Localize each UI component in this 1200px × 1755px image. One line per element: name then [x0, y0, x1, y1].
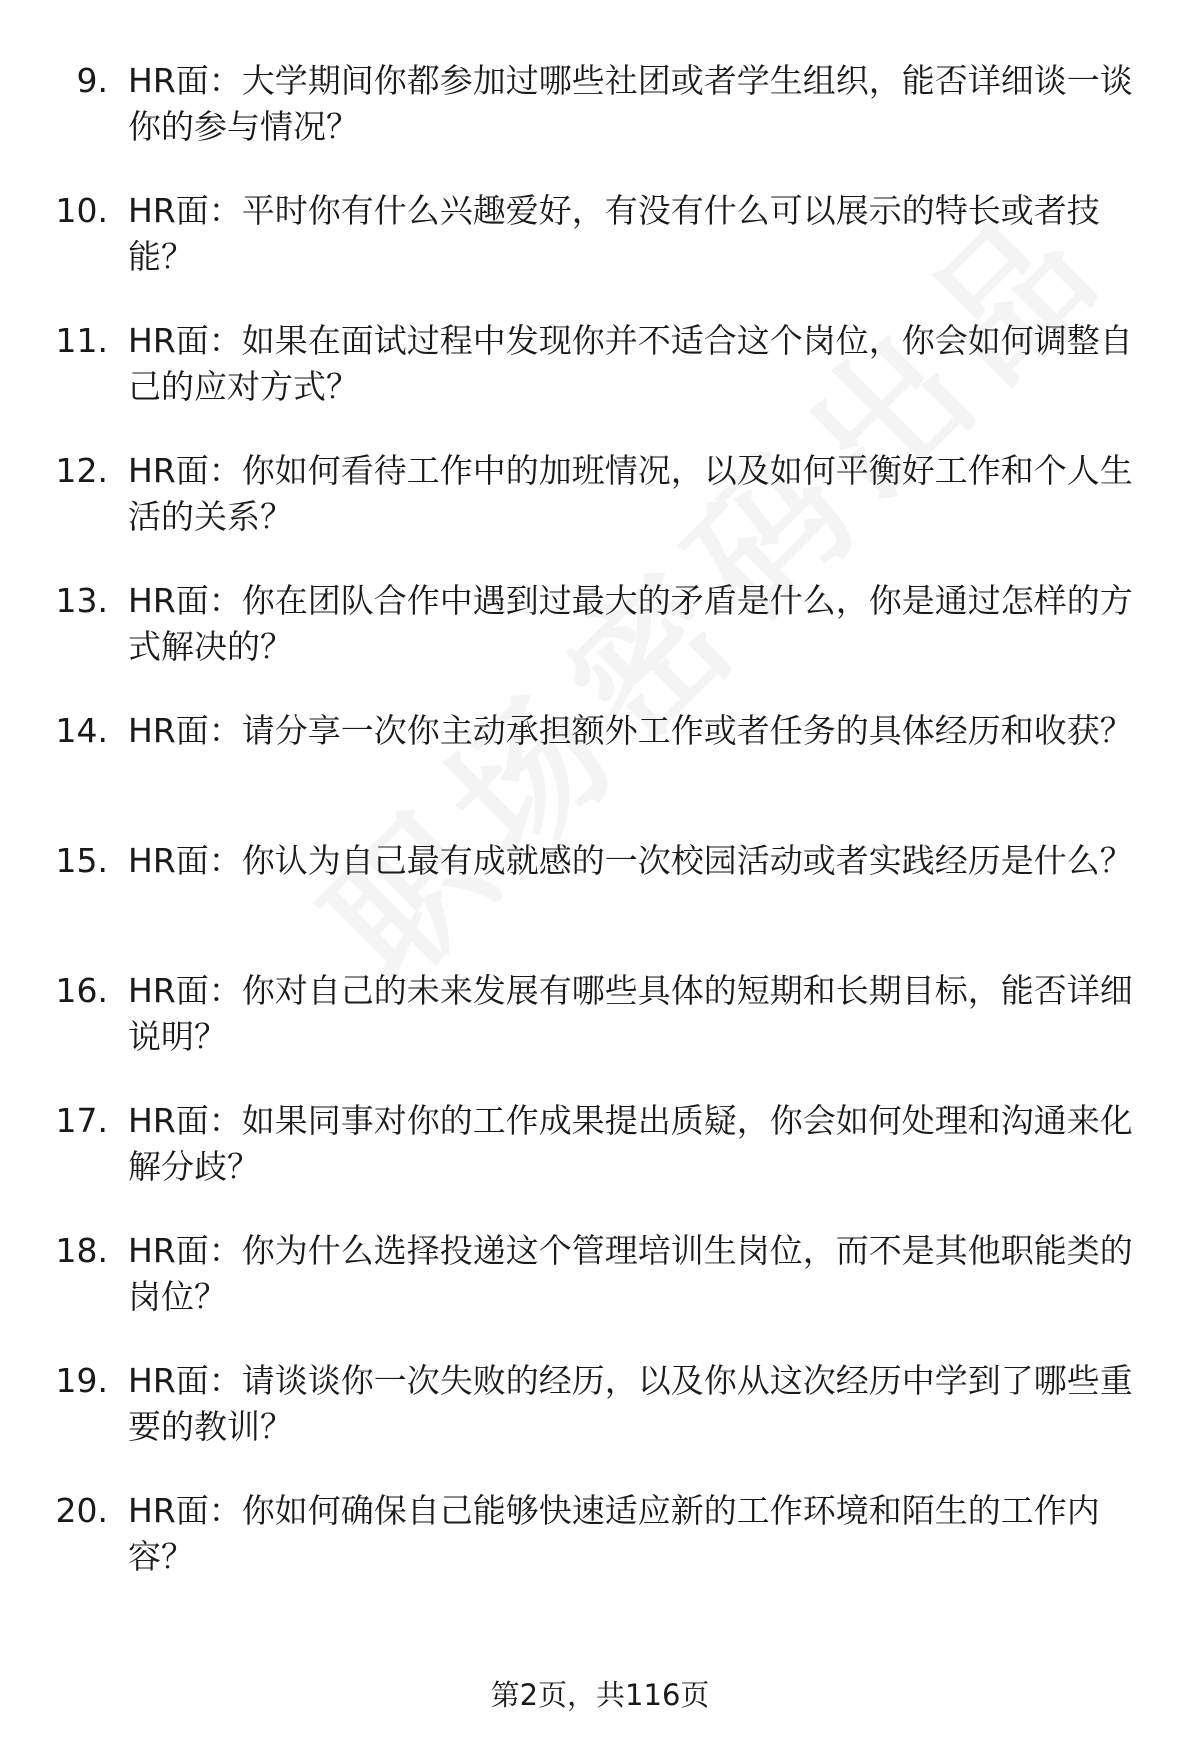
question-item	[0, 708, 1200, 838]
question-number: 15.	[55, 841, 108, 880]
question-text: HR面：请分享一次你主动承担额外工作或者任务的具体经历和收获？	[128, 711, 1133, 750]
question-item	[0, 58, 1200, 188]
question-item	[0, 1098, 1200, 1228]
question-number: 14.	[55, 711, 108, 750]
question-item	[0, 318, 1200, 448]
question-item	[0, 188, 1200, 318]
question-item	[0, 1488, 1200, 1618]
question-number: 10.	[55, 191, 108, 230]
question-item	[0, 1228, 1200, 1358]
question-number: 13.	[55, 581, 108, 620]
question-text: HR面：大学期间你都参加过哪些社团或者学生组织，能否详细谈一谈你的参与情况？	[128, 61, 1133, 146]
question-number: 18.	[55, 1231, 108, 1270]
question-text: HR面：你如何确保自己能够快速适应新的工作环境和陌生的工作内容？	[128, 1491, 1100, 1576]
question-item	[0, 448, 1200, 578]
question-text: HR面：你认为自己最有成就感的一次校园活动或者实践经历是什么？	[128, 841, 1133, 880]
question-text: HR面：如果在面试过程中发现你并不适合这个岗位，你会如何调整自己的应对方式？	[128, 321, 1133, 406]
question-number: 16.	[55, 971, 108, 1010]
question-text: HR面：你如何看待工作中的加班情况，以及如何平衡好工作和个人生活的关系？	[128, 451, 1133, 536]
question-text: HR面：如果同事对你的工作成果提出质疑，你会如何处理和沟通来化解分歧？	[128, 1101, 1133, 1186]
question-number: 20.	[55, 1491, 108, 1530]
question-text: HR面：请谈谈你一次失败的经历，以及你从这次经历中学到了哪些重要的教训？	[128, 1361, 1133, 1446]
question-number: 17.	[55, 1101, 108, 1140]
question-number: 9.	[76, 61, 108, 100]
question-item	[0, 1358, 1200, 1488]
question-text: HR面：你为什么选择投递这个管理培训生岗位，而不是其他职能类的岗位？	[128, 1231, 1133, 1316]
question-number: 19.	[55, 1361, 108, 1400]
question-number: 11.	[55, 321, 108, 360]
question-item	[0, 968, 1200, 1098]
question-text: HR面：你对自己的未来发展有哪些具体的短期和长期目标，能否详细说明？	[128, 971, 1133, 1056]
page-footer: 第2页，共116页	[490, 1678, 710, 1712]
question-text: HR面：你在团队合作中遇到过最大的矛盾是什么，你是通过怎样的方式解决的？	[128, 581, 1133, 666]
question-list	[0, 58, 1200, 1618]
question-item	[0, 838, 1200, 968]
question-item	[0, 578, 1200, 708]
question-number: 12.	[55, 451, 108, 490]
question-text: HR面：平时你有什么兴趣爱好，有没有什么可以展示的特长或者技能？	[128, 191, 1100, 276]
